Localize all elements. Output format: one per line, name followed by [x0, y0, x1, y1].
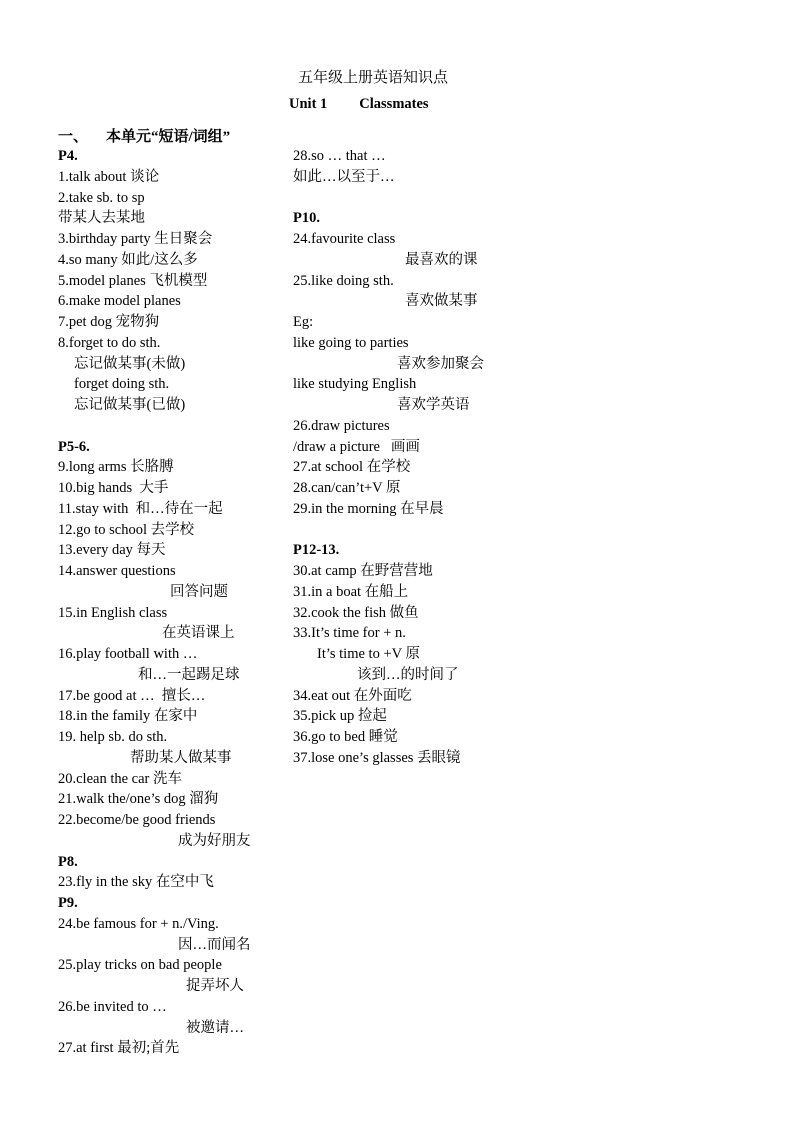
phrase-line: 28.can/can’t+V 原 — [293, 480, 401, 496]
phrase-line: 和…一起踢足球 — [138, 666, 240, 683]
phrase-line: 帮助某人做某事 — [130, 749, 232, 766]
page-reference-heading: P8. — [58, 853, 78, 870]
phrase-line: 27.at school 在学校 — [293, 459, 411, 476]
phrase-line: 26.draw pictures — [293, 417, 390, 434]
page-reference-heading: P10. — [293, 210, 320, 227]
phrase-line: /draw a picture 画画 — [293, 438, 420, 455]
phrase-line: 最喜欢的课 — [405, 251, 478, 268]
phrase-line: 成为好朋友 — [178, 832, 251, 849]
phrase-line: 14.answer questions — [58, 563, 176, 579]
phrase-line: 忘记做某事(未做) — [74, 355, 186, 372]
phrase-line: 喜欢参加聚会 — [397, 355, 484, 372]
phrase-line: 34.eat out 在外面吃 — [293, 687, 412, 704]
phrase-line: 20.clean the car 洗车 — [58, 770, 183, 787]
phrase-line: 17.be good at … 擅长… — [58, 687, 206, 704]
phrase-line: 25.play tricks on bad people — [58, 957, 222, 974]
phrase-line: 24.be famous for + n./Ving. — [58, 915, 219, 932]
phrase-line: 喜欢学英语 — [397, 397, 470, 413]
phrase-line: 喜欢做某事 — [405, 293, 478, 310]
phrase-line: 该到…的时间了 — [357, 666, 459, 683]
section-heading — [58, 125, 230, 146]
unit-label: Unit 1 — [289, 96, 328, 112]
phrase-line: 被邀请… — [186, 1019, 244, 1036]
page-title: 五年级上册英语知识点 — [297, 70, 448, 86]
phrase-line: 26.be invited to … — [58, 998, 167, 1015]
page-reference-heading: P12-13. — [293, 542, 340, 559]
phrase-line: 30.at camp 在野营营地 — [293, 563, 433, 579]
phrase-line: 22.become/be good friends — [58, 812, 216, 828]
page-reference-heading: P4. — [58, 148, 78, 164]
phrase-line: forget doing sth. — [74, 376, 170, 393]
phrase-line: 23.fly in the sky 在空中飞 — [58, 874, 214, 891]
phrase-line: 忘记做某事(已做) — [74, 397, 186, 413]
phrase-line: 因…而闻名 — [178, 936, 251, 953]
page-reference-heading: P9. — [58, 895, 78, 911]
phrase-line: 31.in a boat 在船上 — [293, 583, 409, 600]
phrase-line: 37.lose one’s glasses 丢眼镜 — [293, 749, 461, 766]
phrase-line: 捉弄坏人 — [186, 978, 244, 994]
phrase-line: 13.every day 每天 — [58, 542, 166, 559]
page-reference-heading: P5-6. — [58, 438, 90, 455]
phrase-line: 28.so … that … — [293, 148, 386, 164]
phrase-line: 25.like doing sth. — [293, 272, 394, 289]
phrase-line: 16.play football with … — [58, 646, 198, 662]
phrase-line: 18.in the family 在家中 — [58, 708, 198, 725]
phrase-line: 4.so many 如此/这么多 — [58, 251, 198, 268]
phrase-line: 36.go to bed 睡觉 — [293, 729, 398, 745]
phrase-line: 3.birthday party 生日聚会 — [58, 231, 213, 247]
phrase-line: 回答问题 — [170, 583, 228, 600]
phrase-line: 6.make model planes — [58, 293, 181, 310]
phrase-line: 带某人去某地 — [58, 210, 145, 227]
phrase-line: 在英语课上 — [162, 625, 235, 642]
blank-line — [58, 416, 288, 437]
phrase-line: 5.model planes 飞机模型 — [58, 272, 208, 289]
phrase-line: Eg: — [293, 314, 314, 330]
phrase-line: 19. help sb. do sth. — [58, 729, 168, 745]
phrase-line: 15.in English class — [58, 604, 168, 621]
right-column — [293, 146, 523, 769]
unit-name: Classmates — [359, 96, 429, 112]
left-column — [58, 146, 288, 1059]
phrase-line: 35.pick up 捡起 — [293, 708, 387, 725]
unit-heading — [289, 96, 429, 113]
phrase-line: 10.big hands 大手 — [58, 480, 169, 496]
phrase-line: 32.cook the fish 做鱼 — [293, 604, 419, 621]
blank-line — [293, 520, 523, 541]
phrase-line: 29.in the morning 在早晨 — [293, 500, 444, 517]
phrase-line: 27.at first 最初;首先 — [58, 1040, 180, 1057]
phrase-line: 1.talk about 谈论 — [58, 168, 160, 185]
phrase-line: 7.pet dog 宠物狗 — [58, 314, 160, 330]
phrase-line: 21.walk the/one’s dog 溜狗 — [58, 791, 219, 808]
phrase-line: 24.favourite class — [293, 231, 396, 247]
blank-line — [293, 188, 523, 209]
section-title: 本单元“短语/词组” — [106, 129, 231, 145]
phrase-line: like studying English — [293, 376, 417, 393]
phrase-line: 11.stay with 和…待在一起 — [58, 500, 223, 517]
phrase-line: 8.forget to do sth. — [58, 334, 161, 351]
phrase-line: like going to parties — [293, 334, 409, 351]
phrase-line: 2.take sb. to sp — [58, 189, 145, 206]
phrase-line: It’s time to +V 原 — [317, 646, 420, 662]
phrase-line: 33.It’s time for + n. — [293, 625, 406, 642]
section-number: 一、 — [58, 129, 89, 145]
phrase-line: 9.long arms 长胳膊 — [58, 459, 174, 476]
phrase-line: 如此…以至于… — [293, 168, 395, 185]
phrase-line: 12.go to school 去学校 — [58, 521, 195, 538]
